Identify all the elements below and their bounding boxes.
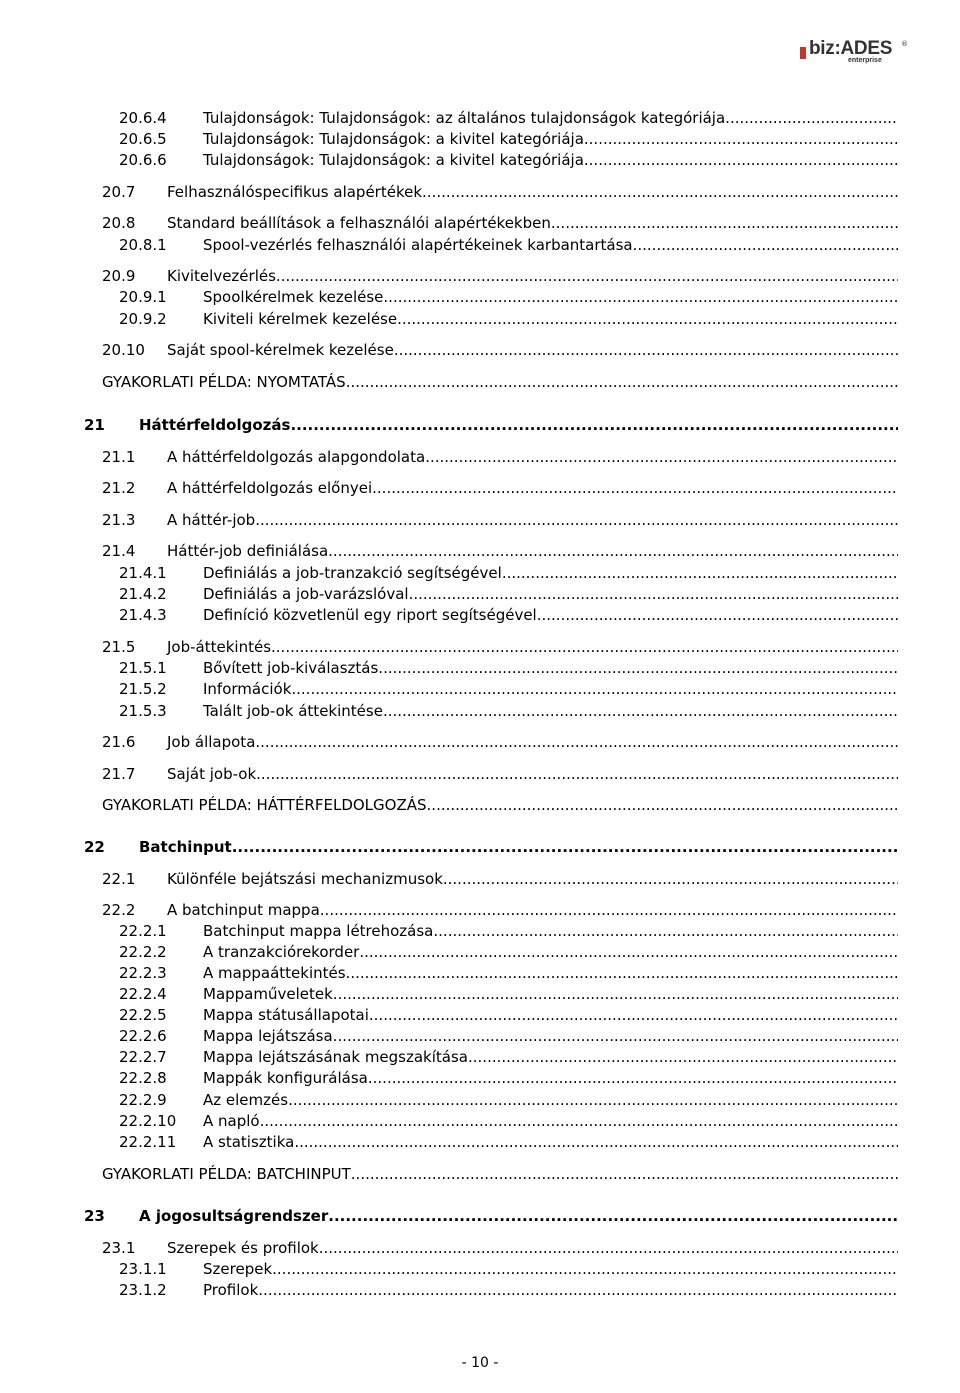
toc-entry-leader-dots (359, 942, 898, 962)
toc-entry-number: 22.1 (102, 870, 136, 888)
toc-entry-leader-dots (394, 340, 898, 360)
toc-entry-leader-dots (258, 1280, 898, 1300)
toc-entry[interactable] (102, 213, 898, 233)
toc-entry-title: Spoolkérelmek kezelése (203, 288, 384, 306)
logo-registered-mark: ® (901, 40, 908, 48)
toc-entry[interactable] (119, 1259, 898, 1279)
toc-entry[interactable] (119, 235, 898, 255)
toc-entry-number: 20.8 (102, 214, 136, 232)
toc-entry-leader-dots (351, 1164, 898, 1184)
toc-entry-leader-dots (291, 679, 898, 699)
toc-entry-leader-dots (319, 1238, 898, 1258)
toc-entry-number: 21.4 (102, 542, 136, 560)
toc-entry[interactable] (102, 541, 898, 561)
toc-entry-title: Definiálás a job-tranzakció segítségével (203, 564, 502, 582)
toc-entry[interactable] (119, 563, 898, 583)
toc-entry[interactable] (119, 942, 898, 962)
toc-entry-title: A háttérfeldolgozás előnyei (167, 479, 373, 497)
toc-entry-title: Mappa lejátszásának megszakítása (203, 1048, 468, 1066)
toc-entry-leader-dots (443, 869, 898, 889)
toc-entry-leader-dots (378, 658, 898, 678)
toc-entry-leader-dots (433, 921, 898, 941)
toc-entry[interactable] (102, 1238, 898, 1258)
toc-entry-number: 20.6.4 (119, 109, 167, 127)
toc-entry-leader-dots (584, 129, 898, 149)
toc-entry-title: Saját spool-kérelmek kezelése (167, 341, 394, 359)
toc-entry-leader-dots (333, 984, 898, 1004)
toc-entry-title: Talált job-ok áttekintése (203, 702, 383, 720)
toc-entry-title: Batchinput (139, 838, 232, 856)
toc-entry-leader-dots (369, 1005, 898, 1025)
toc-entry[interactable] (119, 679, 898, 699)
toc-entry-leader-dots (255, 732, 898, 752)
toc-entry[interactable] (119, 150, 898, 170)
toc-entry[interactable] (119, 1026, 898, 1046)
toc-entry-title: Mappa státusállapotai (203, 1006, 369, 1024)
toc-entry-leader-dots (256, 764, 898, 784)
toc-entry-leader-dots (346, 963, 898, 983)
toc-entry[interactable] (102, 372, 898, 392)
toc-entry[interactable] (119, 1111, 898, 1131)
toc-entry-number: 22.2.8 (119, 1069, 167, 1087)
toc-entry-number: 21.5.1 (119, 659, 167, 677)
toc-entry-leader-dots (397, 309, 898, 329)
toc-entry-number: 22.2.7 (119, 1048, 167, 1066)
toc-entry-title: Felhasználóspecifikus alapértékek (167, 183, 423, 201)
logo-text: biz:ADES (809, 38, 893, 59)
toc-entry-number: 21.1 (102, 448, 136, 466)
toc-entry-leader-dots (328, 1206, 898, 1226)
toc-entry-leader-dots (551, 213, 898, 233)
toc-entry-number: 20.8.1 (119, 236, 167, 254)
toc-entry-number: 20.6.6 (119, 151, 167, 169)
toc-entry-number: 21.5.2 (119, 680, 167, 698)
toc-entry-number: 23.1.1 (119, 1260, 167, 1278)
toc-entry-leader-dots (276, 266, 898, 286)
toc-entry-title: A háttér-job (167, 511, 256, 529)
toc-entry-leader-dots (260, 1111, 898, 1131)
toc-entry[interactable] (102, 510, 898, 530)
toc-entry-title: A tranzakciórekorder (203, 943, 360, 961)
toc-entry[interactable] (119, 1132, 898, 1152)
toc-entry-title: Spool-vezérlés felhasználói alapértékeinek karbantartása (203, 236, 633, 254)
toc-entry-number: 22.2.1 (119, 922, 167, 940)
toc-entry-leader-dots (290, 415, 898, 435)
toc-entry-number: 23 (84, 1207, 105, 1225)
toc-entry-leader-dots (320, 900, 898, 920)
toc-entry-number: 22.2.2 (119, 943, 167, 961)
toc-entry-leader-dots (271, 637, 898, 657)
toc-entry[interactable] (119, 963, 898, 983)
toc-entry-title: Job-áttekintés (167, 638, 272, 656)
toc-entry[interactable] (119, 287, 898, 307)
toc-entry-title: Szerepek (203, 1260, 273, 1278)
toc-entry-leader-dots (328, 541, 898, 561)
toc-entry-title: Profilok (203, 1281, 259, 1299)
toc-entry[interactable] (119, 605, 898, 625)
toc-entry-number: 21.7 (102, 765, 136, 783)
toc-entry[interactable] (119, 1280, 898, 1300)
toc-entry-number: 21.4.2 (119, 585, 167, 603)
toc-entry[interactable] (119, 584, 898, 604)
toc-entry-title: Tulajdonságok: Tulajdonságok: a kivitel kategóriája (203, 130, 584, 148)
toc-entry[interactable] (119, 701, 898, 721)
toc-entry-number: 21.4.3 (119, 606, 167, 624)
toc-entry-number: 21.5.3 (119, 702, 167, 720)
toc-entry-leader-dots (383, 701, 898, 721)
toc-entry-leader-dots (422, 182, 898, 202)
toc-entry-leader-dots (425, 447, 898, 467)
toc-entry-number: 22.2.3 (119, 964, 167, 982)
toc-entry[interactable] (119, 1068, 898, 1088)
toc-entry-number: 20.9.2 (119, 310, 167, 328)
toc-entry-leader-dots (502, 563, 898, 583)
toc-entry[interactable] (84, 415, 898, 435)
toc-entry-leader-dots (288, 1090, 898, 1110)
toc-entry-title: GYAKORLATI PÉLDA: BATCHINPUT (102, 1165, 351, 1183)
toc-entry-title: Mappaműveletek (203, 985, 333, 1003)
toc-entry-number: 20.9.1 (119, 288, 167, 306)
toc-entry-title: Bővített job-kiválasztás (203, 659, 379, 677)
toc-entry[interactable] (102, 869, 898, 889)
toc-entry[interactable] (119, 108, 898, 128)
toc-entry-number: 22.2.11 (119, 1133, 177, 1151)
toc-entry-number: 21.4.1 (119, 564, 167, 582)
toc-entry-title: Tulajdonságok: Tulajdonságok: az általános tulajdonságok kategóriája (203, 109, 726, 127)
toc-entry-leader-dots (383, 287, 898, 307)
toc-entry-title: Kivitelvezérlés (167, 267, 276, 285)
logo-subtitle: enterprise (848, 57, 882, 64)
toc-entry-title: Tulajdonságok: Tulajdonságok: a kivitel kategóriája (203, 151, 584, 169)
toc-entry-title: Batchinput mappa létrehozása (203, 922, 434, 940)
toc-entry[interactable] (119, 921, 898, 941)
toc-entry-title: GYAKORLATI PÉLDA: HÁTTÉRFELDOLGOZÁS (102, 796, 427, 814)
toc-entry-number: 21 (84, 416, 105, 434)
toc-entry[interactable] (102, 478, 898, 498)
toc-entry-number: 22.2.4 (119, 985, 167, 1003)
toc-entry-leader-dots (584, 150, 898, 170)
toc-entry-number: 21.6 (102, 733, 136, 751)
toc-entry[interactable] (84, 837, 898, 857)
toc-entry-number: 21.3 (102, 511, 136, 529)
toc-entry[interactable] (102, 732, 898, 752)
toc-entry-title: Információk (203, 680, 292, 698)
toc-entry-leader-dots (409, 584, 898, 604)
toc-entry-number: 20.9 (102, 267, 136, 285)
toc-entry-number: 22.2.9 (119, 1091, 167, 1109)
toc-entry[interactable] (119, 1047, 898, 1067)
toc-entry-number: 20.7 (102, 183, 136, 201)
toc-entry-number: 22.2 (102, 901, 136, 919)
toc-entry[interactable] (119, 658, 898, 678)
toc-entry-title: Különféle bejátszási mechanizmusok (167, 870, 443, 888)
page-number: - 10 - (461, 1355, 499, 1371)
toc-entry-title: Szerepek és profilok (167, 1239, 319, 1257)
toc-entry-leader-dots (232, 837, 898, 857)
toc-entry-number: 22.2.6 (119, 1027, 167, 1045)
toc-entry-leader-dots (633, 235, 898, 255)
toc-entry-number: 23.1 (102, 1239, 136, 1257)
toc-entry-title: A háttérfeldolgozás alapgondolata (167, 448, 426, 466)
toc-entry[interactable] (119, 1005, 898, 1025)
toc-entry-title: Mappák konfigurálása (203, 1069, 368, 1087)
toc-entry-number: 23.1.2 (119, 1281, 167, 1299)
toc-entry-leader-dots (468, 1047, 898, 1067)
toc-entry-title: Az elemzés (203, 1091, 289, 1109)
toc-entry[interactable] (84, 1206, 898, 1226)
toc-entry-number: 21.5 (102, 638, 136, 656)
toc-entry-title: A mappaáttekintés (203, 964, 346, 982)
toc-entry-title: A jogosultságrendszer (139, 1207, 329, 1225)
toc-entry-title: Job állapota (167, 733, 256, 751)
toc-entry-number: 20.6.5 (119, 130, 167, 148)
toc-entry-leader-dots (537, 605, 898, 625)
toc-entry-leader-dots (725, 108, 898, 128)
toc-entry-leader-dots (255, 510, 898, 530)
toc-entry[interactable] (102, 1164, 898, 1184)
toc-entry-title: GYAKORLATI PÉLDA: NYOMTATÁS (102, 373, 346, 391)
toc-entry-title: Saját job-ok (167, 765, 257, 783)
toc-entry-number: 22 (84, 838, 105, 856)
toc-entry-leader-dots (368, 1068, 898, 1088)
toc-entry-number: 20.10 (102, 341, 145, 359)
toc-entry-number: 21.2 (102, 479, 136, 497)
bizades-logo (800, 40, 910, 64)
toc-entry[interactable] (102, 340, 898, 360)
toc-entry-title: Háttérfeldolgozás (139, 416, 291, 434)
toc-entry-leader-dots (333, 1026, 898, 1046)
toc-entry-leader-dots (372, 478, 898, 498)
toc-entry-title: Definiálás a job-varázslóval (203, 585, 409, 603)
toc-entry-leader-dots (294, 1132, 898, 1152)
logo-mark-icon (800, 47, 806, 59)
toc-entry[interactable] (119, 129, 898, 149)
toc-entry[interactable] (102, 266, 898, 286)
toc-entry[interactable] (102, 900, 898, 920)
toc-entry-leader-dots (346, 372, 898, 392)
toc-entry-title: A statisztika (203, 1133, 295, 1151)
toc-entry[interactable] (119, 309, 898, 329)
toc-entry-title: Mappa lejátszása (203, 1027, 333, 1045)
toc-entry[interactable] (119, 984, 898, 1004)
toc-entry[interactable] (102, 637, 898, 657)
toc-entry-number: 22.2.10 (119, 1112, 177, 1130)
toc-entry-number: 22.2.5 (119, 1006, 167, 1024)
toc-entry-title: Kiviteli kérelmek kezelése (203, 310, 398, 328)
toc-entry[interactable] (102, 182, 898, 202)
toc-entry-title: Standard beállítások a felhasználói alapértékekben (167, 214, 551, 232)
toc-entry-leader-dots (427, 795, 898, 815)
toc-entry-leader-dots (272, 1259, 898, 1279)
toc-entry-title: A napló (203, 1112, 260, 1130)
toc-entry[interactable] (119, 1090, 898, 1110)
toc-entry[interactable] (102, 795, 898, 815)
toc-entry-title: A batchinput mappa (167, 901, 320, 919)
toc-entry[interactable] (102, 764, 898, 784)
toc-entry-title: Háttér-job definiálása (167, 542, 329, 560)
toc-entry-title: Definíció közvetlenül egy riport segítségével (203, 606, 537, 624)
toc-entry[interactable] (102, 447, 898, 467)
